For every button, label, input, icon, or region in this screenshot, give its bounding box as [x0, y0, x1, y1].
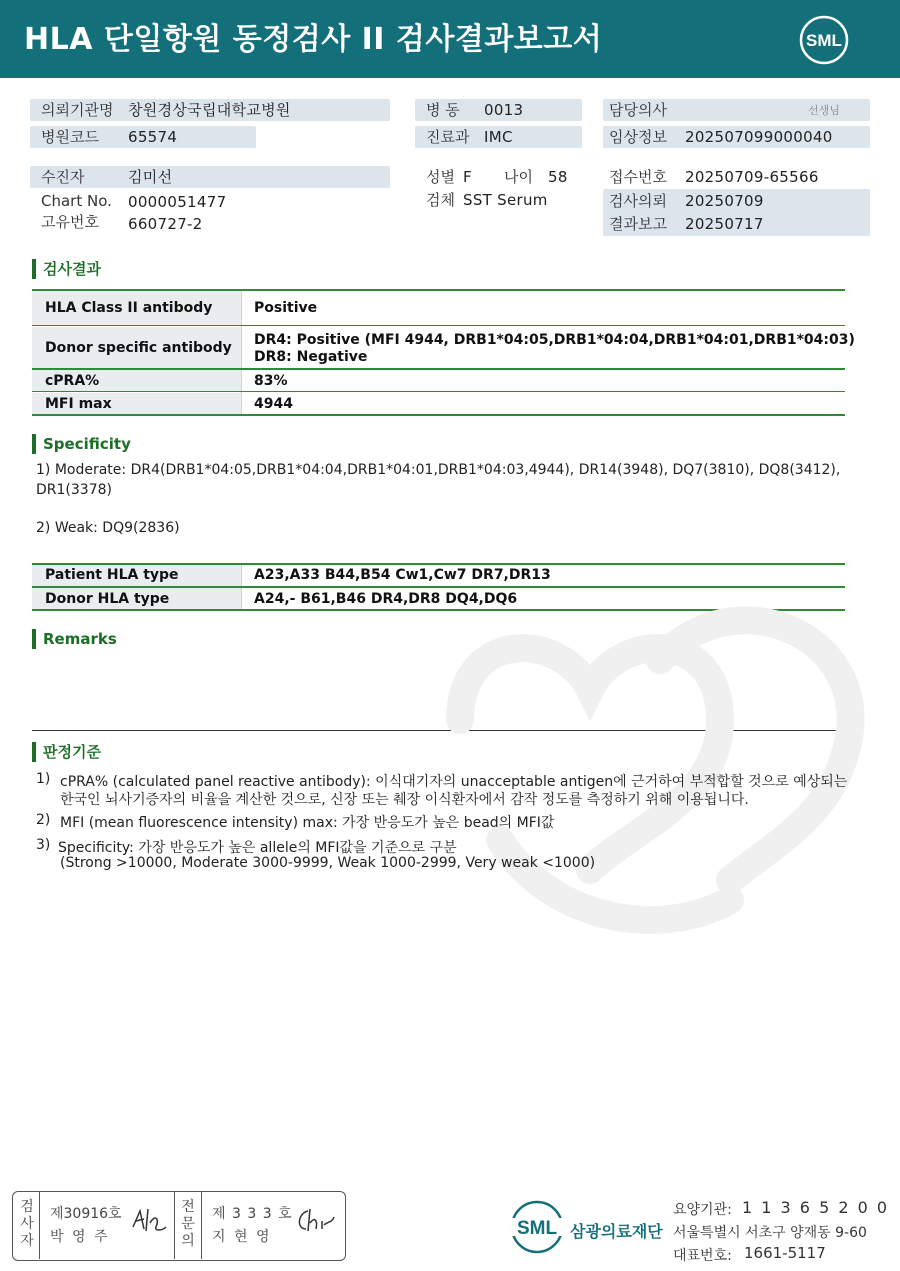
results-rule-2	[32, 368, 845, 370]
examiner-label-char-1: 검	[20, 1199, 34, 1215]
specificity-line-3: 2) Weak: DQ9(2836)	[36, 520, 180, 536]
age-label: 나이	[504, 168, 533, 186]
examiner-signature-icon	[130, 1205, 170, 1235]
id-value: 660727-2	[128, 215, 203, 233]
report-title: HLA 단일항원 동정검사 II 검사결과보고서	[24, 22, 603, 57]
ward-label: 병 동	[426, 101, 460, 119]
patient-hla-key: Patient HLA type	[45, 567, 179, 583]
dept-label: 진료과	[426, 128, 470, 146]
criteria-1-line-2: 한국인 뇌사기증자의 비율을 계산한 것으로, 신장 또는 췌장 이식환자에서 감작 정도를 측정하기 위해 이용됩니다.	[60, 792, 749, 808]
specialist-label-char-2: 문	[181, 1216, 195, 1232]
examiner-name: 박 영 주	[50, 1229, 110, 1245]
criteria-2-num: 2)	[36, 812, 51, 828]
criteria-3-line-1: Specificity: 가장 반응도가 높은 allele의 MFI값을 기준으로 구분	[58, 840, 457, 856]
specialist-name: 지 현 영	[212, 1229, 272, 1245]
sex-label: 성별	[426, 168, 455, 186]
specimen-label: 검체	[426, 191, 455, 209]
criteria-3-line-2: (Strong >10000, Moderate 3000-9999, Weak 1000-2999, Very weak <1000)	[60, 855, 596, 871]
dept-value: IMC	[484, 128, 513, 146]
sml-footer-logo-icon	[508, 1198, 566, 1256]
criteria-2-line-1: MFI (mean fluorescence intensity) max: 가장 반응도가 높은 bead의 MFI값	[60, 815, 555, 831]
code-value: 65574	[128, 128, 178, 146]
results-rule-3	[32, 391, 845, 392]
id-label: 고유번호	[41, 213, 99, 231]
criteria-1-line-1: cPRA% (calculated panel reactive antibody): 이식대기자의 unacceptable antigen에 근거하여 부적합할 것으로 예상되는	[60, 774, 848, 790]
result-value-dsa-1: DR4: Positive (MFI 4944, DRB1*04:05,DRB1*04:04,DRB1*04:01,DRB1*04:03)	[254, 332, 855, 348]
examiner-label-char-2: 사	[20, 1216, 34, 1232]
patient-value: 김미선	[128, 168, 173, 186]
examiner-license-no: 제30916호	[50, 1206, 122, 1222]
sex-value: F	[463, 168, 472, 186]
chart-label: Chart No.	[41, 192, 112, 210]
result-key-dsa: Donor specific antibody	[45, 340, 232, 356]
result-value-cpra: 83%	[254, 373, 288, 389]
receipt-label: 접수번호	[609, 168, 667, 186]
criteria-1-num: 1)	[36, 771, 51, 787]
svg-text:SML: SML	[806, 31, 842, 50]
remarks-section-title: Remarks	[32, 629, 117, 649]
specialist-label-char-1: 전	[181, 1199, 195, 1215]
result-value-hla-class: Positive	[254, 300, 318, 316]
specificity-line-1: 1) Moderate: DR4(DRB1*04:05,DRB1*04:04,DRB1*04:01,DRB1*04:03,4944), DR14(3948), DQ7(3810), DQ8(3412),	[36, 462, 841, 478]
chart-value: 0000051477	[128, 193, 227, 211]
donor-hla-key: Donor HLA type	[45, 591, 170, 607]
phone-label: 대표번호:	[673, 1248, 732, 1264]
results-bottom-rule	[32, 414, 845, 416]
institution-code-label: 요양기관:	[673, 1202, 732, 1218]
result-key-hla-class: HLA Class II antibody	[45, 300, 213, 316]
results-rule-1	[32, 325, 845, 326]
request-value: 20250709	[685, 192, 764, 210]
specimen-value: SST Serum	[463, 191, 548, 209]
patient-hla-value: A23,A33 B44,B54 Cw1,Cw7 DR7,DR13	[254, 567, 551, 583]
criteria-section-title: 판정기준	[32, 742, 101, 762]
receipt-value: 20250709-65566	[685, 168, 819, 186]
patient-label: 수진자	[41, 168, 85, 186]
address: 서울특별시 서초구 양재동 9-60	[673, 1225, 867, 1241]
org-label: 의뢰기관명	[41, 101, 114, 119]
sml-logo-icon	[798, 14, 850, 66]
specificity-section-title: Specificity	[32, 434, 131, 454]
sign-divider-3	[201, 1191, 202, 1259]
sign-divider-1	[39, 1191, 40, 1259]
foundation-name: 삼광의료재단	[570, 1222, 663, 1241]
institution-code: 1 1 3 6 5 2 0 0	[742, 1198, 890, 1217]
clinical-value: 202507099000040	[685, 128, 833, 146]
result-key-cpra: cPRA%	[45, 373, 100, 389]
doctor-label: 담당의사	[609, 101, 667, 119]
criteria-3-num: 3)	[36, 837, 51, 853]
specificity-line-2: DR1(3378)	[36, 482, 112, 498]
sign-divider-2	[174, 1191, 175, 1259]
clinical-label: 임상정보	[609, 128, 667, 146]
watermark-logo-icon	[400, 540, 900, 980]
age-value: 58	[548, 168, 568, 186]
result-key-mfi: MFI max	[45, 396, 112, 412]
results-section-title: 검사결과	[32, 259, 101, 279]
examiner-label-char-3: 자	[20, 1233, 34, 1249]
doctor-suffix: 선생님	[808, 104, 840, 117]
ward-value: 0013	[484, 101, 524, 119]
result-value-mfi: 4944	[254, 396, 293, 412]
donor-hla-value: A24,- B61,B46 DR4,DR8 DQ4,DQ6	[254, 591, 518, 607]
specialist-label-char-3: 의	[181, 1233, 195, 1249]
svg-text:SML: SML	[516, 1218, 558, 1239]
specialist-license-no: 제 3 3 3 호	[212, 1206, 293, 1222]
result-value-dsa-2: DR8: Negative	[254, 349, 368, 365]
org-value: 창원경상국립대학교병원	[128, 101, 291, 119]
code-label: 병원코드	[41, 128, 99, 146]
report-date-value: 20250717	[685, 215, 764, 233]
report-date-label: 결과보고	[609, 215, 667, 233]
results-col-divider	[241, 291, 242, 414]
specialist-signature-icon	[294, 1205, 336, 1235]
request-label: 검사의뢰	[609, 192, 667, 210]
phone-number: 1661-5117	[744, 1244, 826, 1262]
